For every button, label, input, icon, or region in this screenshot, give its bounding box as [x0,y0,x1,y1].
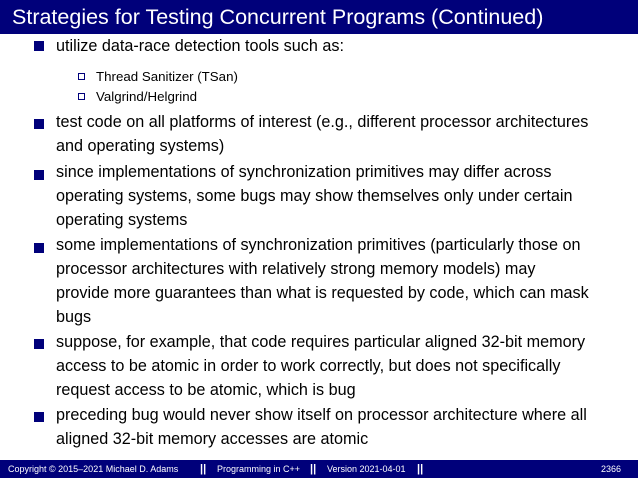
bullet-line: request access to be atomic, which is bug [56,381,356,399]
bullet-line: suppose, for example, that code requires particular aligned 32-bit memory [56,333,586,351]
bullet-paragraph [56,403,626,451]
sub-bullet-square-icon [78,73,85,80]
bullet-square-icon [34,412,44,422]
footer-separator: || [200,463,207,475]
sub-bullet-square-icon [78,93,85,100]
bullet-square-icon [34,119,44,129]
footer-version: Version 2021-04-01 [327,464,406,474]
bullet-line: processor architectures with relatively strong memory models) may [56,260,536,278]
slide-footer [0,460,638,478]
bullet-paragraph [56,330,626,402]
bullet-line: preceding bug would never show itself on processor architecture where all [56,406,587,424]
slide-title: Strategies for Testing Concurrent Programs (Continued) [12,5,544,29]
bullet-square-icon [34,170,44,180]
bullet-square-icon [34,243,44,253]
bullet-paragraph [56,160,626,232]
bullet-square-icon [34,339,44,349]
bullet-line: bugs [56,308,92,326]
sub-bullet-text: Thread Sanitizer (TSan) [96,69,238,84]
bullet-line: provide more guarantees than what is requested by code, which can mask [56,284,589,302]
bullet-line: operating systems [56,211,188,229]
footer-separator: || [417,463,424,475]
bullet-line: and operating systems) [56,137,225,155]
footer-course: Programming in C++ [217,464,301,474]
footer-page-number: 2366 [601,464,622,474]
bullet-line: access to be atomic in order to work correctly, but does not specifically [56,357,561,375]
bullet-line: aligned 32-bit memory accesses are atomic [56,430,369,448]
bullet-line: since implementations of synchronization primitives may differ across [56,163,552,181]
bullet-square-icon [34,41,44,51]
footer-copyright: Copyright © 2015–2021 Michael D. Adams [8,464,179,474]
bullet-paragraph [56,110,626,158]
bullet-line: some implementations of synchronization primitives (particularly those on [56,236,581,254]
bullet-paragraph [56,233,626,329]
bullet-text: utilize data-race detection tools such as: [56,37,344,55]
slide-title-bar [0,0,638,34]
bullet-line: operating systems, some bugs may show themselves only under certain [56,187,573,205]
footer-separator: || [310,463,317,475]
slide-content [0,34,638,460]
bullet-line: test code on all platforms of interest (e.g., different processor architectures [56,113,589,131]
sub-bullet-text: Valgrind/Helgrind [96,89,198,104]
